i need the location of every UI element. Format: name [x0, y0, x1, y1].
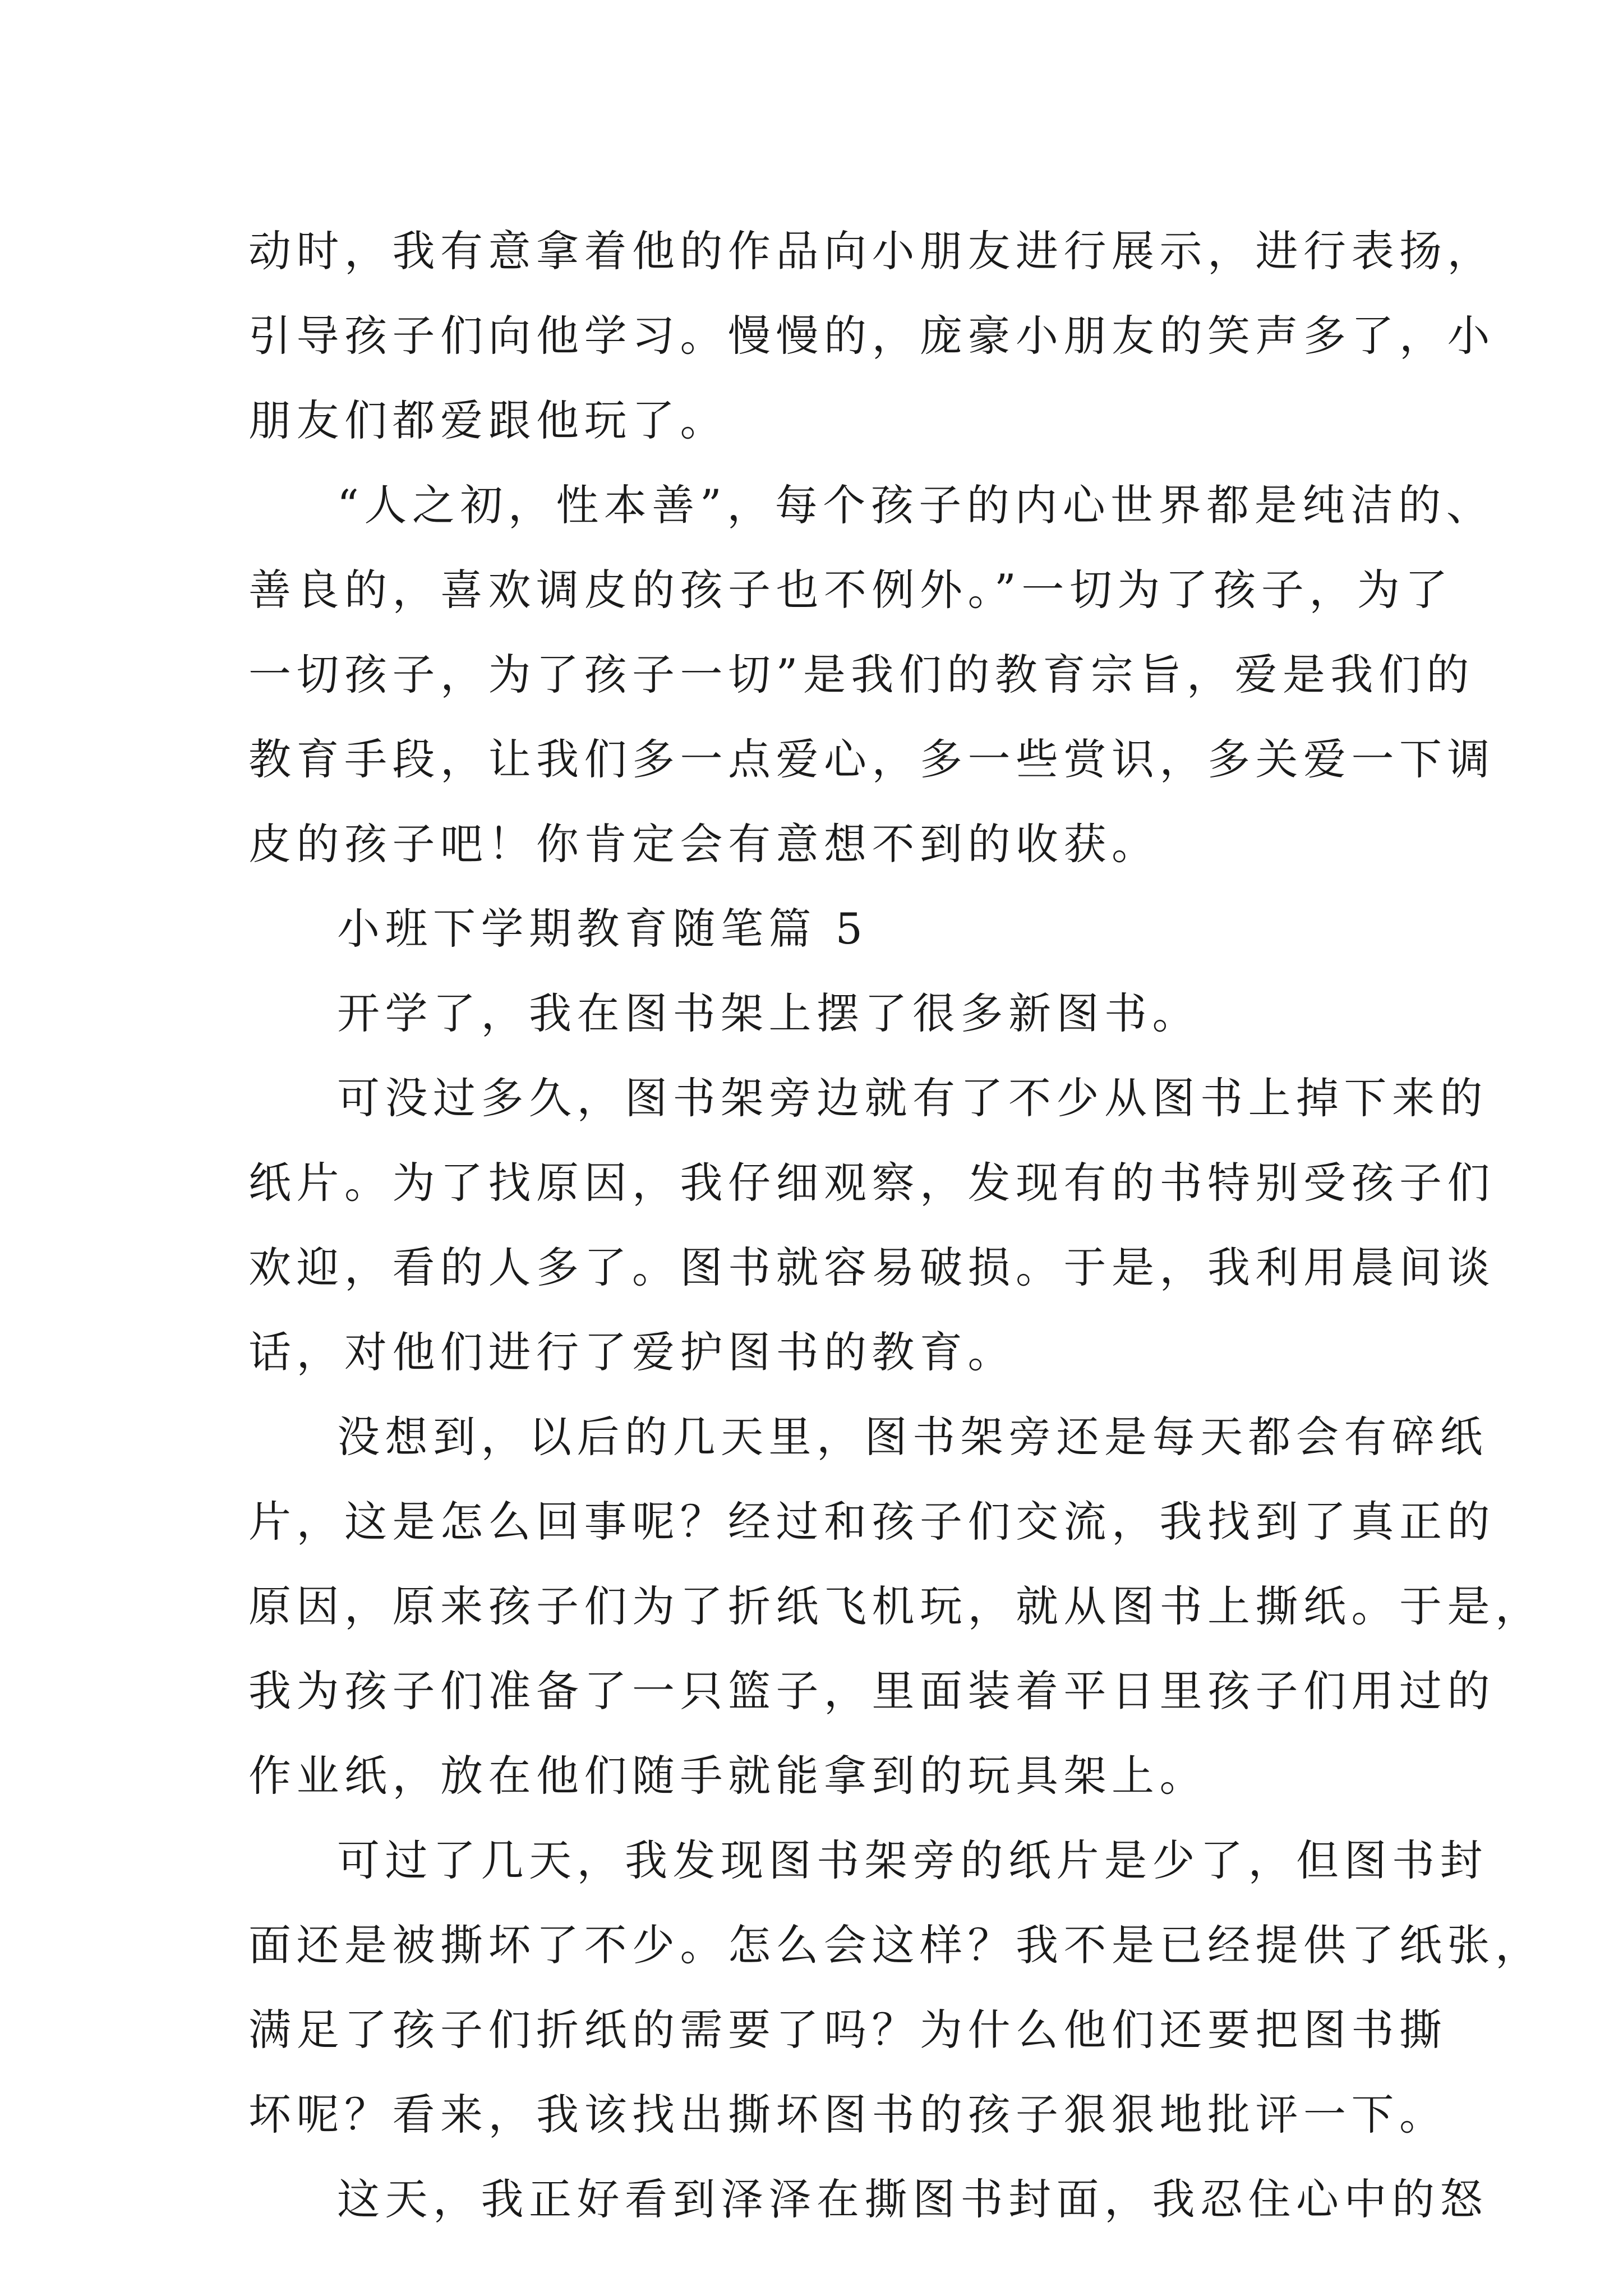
text-line: 可没过多久，图书架旁边就有了不少从图书上掉下来的 [337, 1073, 1488, 1123]
text-line: 作业纸，放在他们随手就能拿到的玩具架上。 [248, 1751, 1207, 1801]
text-line: “人之初，性本善”，每个孩子的内心世界都是纯洁的、 [337, 480, 1495, 530]
text-line: 引导孩子们向他学习。慢慢的，庞豪小朋友的笑声多了，小 [248, 311, 1495, 361]
text-line: 原因，原来孩子们为了折纸飞机玩，就从图书上撕纸。于是， [248, 1581, 1543, 1631]
text-line: 我为孩子们准备了一只篮子，里面装着平日里孩子们用过的 [248, 1666, 1495, 1716]
text-line: 坏呢？看来，我该找出撕坏图书的孩子狠狠地批评一下。 [248, 2090, 1447, 2139]
text-line: 一切孩子，为了孩子一切”是我们的教育宗旨，爱是我们的 [248, 650, 1474, 700]
text-line: 没想到，以后的几天里，图书架旁还是每天都会有碎纸 [337, 1412, 1488, 1462]
text-line: 话，对他们进行了爱护图书的教育。 [248, 1327, 1016, 1377]
text-line: 可过了几天，我发现图书架旁的纸片是少了，但图书封 [337, 1835, 1488, 1885]
text-line: 朋友们都爱跟他玩了。 [248, 395, 728, 445]
text-line: 面还是被撕坏了不少。怎么会这样？我不是已经提供了纸张， [248, 1920, 1543, 1970]
text-line: 动时，我有意拿着他的作品向小朋友进行展示，进行表扬， [248, 226, 1495, 276]
text-line: 片，这是怎么回事呢？经过和孩子们交流，我找到了真正的 [248, 1497, 1495, 1547]
text-line: 开学了，我在图书架上摆了很多新图书。 [337, 988, 1200, 1038]
document-body [248, 209, 1543, 2242]
text-line: 满足了孩子们折纸的需要了吗？为什么他们还要把图书撕 [248, 2005, 1447, 2055]
text-line: 教育手段，让我们多一点爱心，多一些赏识，多关爱一下调 [248, 734, 1495, 784]
text-line: 欢迎，看的人多了。图书就容易破损。于是，我利用晨间谈 [248, 1243, 1495, 1292]
text-line: 这天，我正好看到泽泽在撕图书封面，我忍住心中的怒 [337, 2174, 1488, 2224]
text-line: 善良的，喜欢调皮的孩子也不例外。”一切为了孩子，为了 [248, 565, 1453, 615]
section-heading: 小班下学期教育随笔篇 5 [337, 904, 868, 954]
text-line: 皮的孩子吧！你肯定会有意想不到的收获。 [248, 819, 1160, 869]
text-line: 纸片。为了找原因，我仔细观察，发现有的书特别受孩子们 [248, 1158, 1495, 1208]
